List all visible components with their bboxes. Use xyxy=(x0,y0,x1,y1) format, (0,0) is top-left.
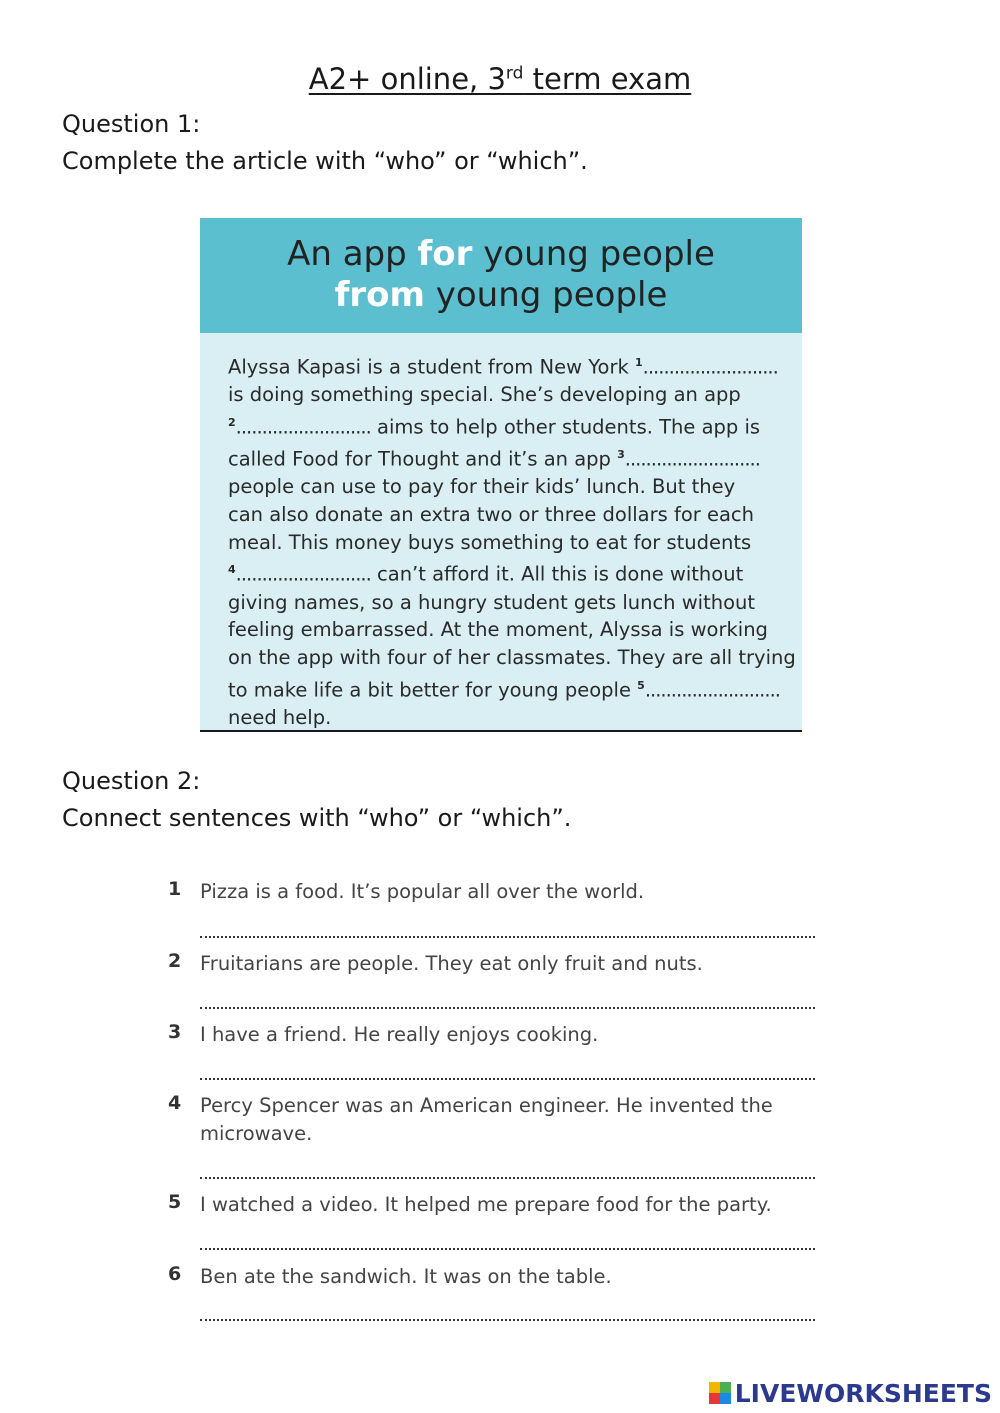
gap-3[interactable]: .......................... xyxy=(624,447,760,471)
article-box xyxy=(200,218,802,732)
logo-icon xyxy=(709,1382,731,1404)
question-1-label: Question 1: xyxy=(62,110,201,138)
gap-5[interactable]: .......................... xyxy=(644,678,780,702)
gap-2[interactable]: .......................... xyxy=(235,415,371,439)
answer-line-3[interactable] xyxy=(200,1078,815,1080)
question-1-instruction: Complete the article with “who” or “which”. xyxy=(62,147,588,175)
liveworksheets-logo: LIVEWORKSHEETS xyxy=(709,1378,992,1408)
question-2-label: Question 2: xyxy=(62,767,201,795)
question-2-instruction: Connect sentences with “who” or “which”. xyxy=(62,804,572,832)
article-heading: An app for young people from young people xyxy=(200,218,802,333)
gap-4[interactable]: .......................... xyxy=(235,562,371,586)
gap-1[interactable]: .......................... xyxy=(642,355,778,379)
answer-line-5[interactable] xyxy=(200,1248,815,1250)
article-text: Alyssa Kapasi is a student from New York $^1$.......................... is doing something special. She’s developing an app $^2$.......................... aims to help other students. The app is called Food for Thought and it’s an app $^3$.......................... people can use to pay for their kids’ lunch. But they can also donate an extra two or three dollars for each meal. This money buys something to eat for students $^4$.......................... can’t afford it. All this is done without giving names, so a hungry student gets lunch without feeling embarrassed. At the moment, Alyssa is working on the app with four of her classmates. They are all trying to make life a bit better for young people $^5$.......................... need help. xyxy=(228,355,796,729)
answer-line-2[interactable] xyxy=(200,1007,815,1009)
answer-line-4[interactable] xyxy=(200,1177,815,1179)
answer-line-1[interactable] xyxy=(200,936,815,938)
exam-title: A2+ online, 3rd term exam xyxy=(308,62,692,96)
answer-line-6[interactable] xyxy=(200,1319,815,1321)
